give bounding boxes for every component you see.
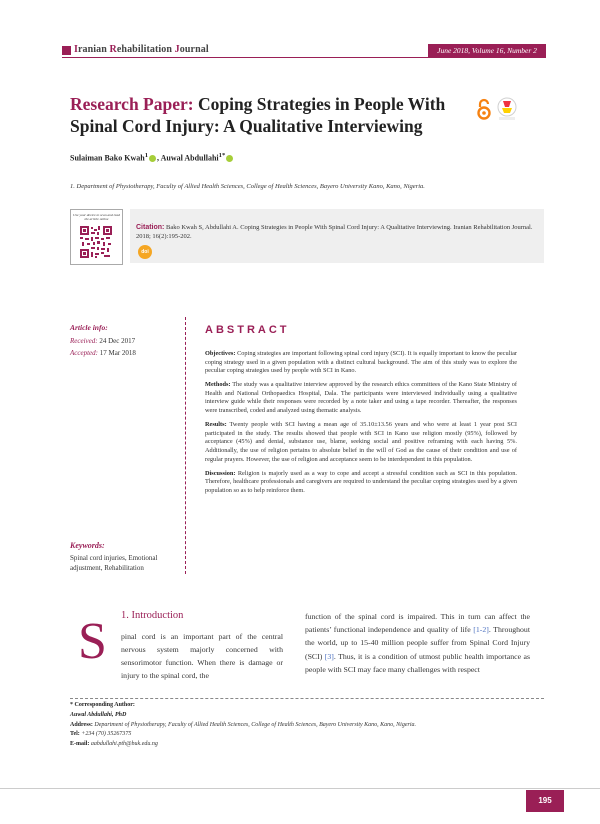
author-list: Sulaiman Bako Kwah$^1$ , Auwal Abdullahi$^{1*}$ [70,152,234,163]
reference-link[interactable]: [1-2] [473,625,489,635]
abstract-discussion: Discussion: Religion is majorly used as a way to cope and accept a stressful condition such as SCI in this population. Therefore, healthcare professionals and caregivers are required to understand the peculiar coping strategies used by a given population so as to help reinforce them. [205,469,517,494]
drop-cap: S [78,613,107,670]
keywords-heading: Keywords: [70,541,105,550]
abstract-objectives: Objectives: Coping strategies are important following spinal cord injury (SCI). It is equally important to know the peculiar coping strategy used in a given population with a distinct cultural background. The aim of this study was to explore the peculiar coping strategies used by people with SCI in Kano. [205,350,517,375]
affiliation: 1. Department of Physiotherapy, Faculty of Allied Health Sciences, College of Health Sciences, Bayero University Kano, Kano, Nigeria. [70,183,425,190]
doi-icon[interactable]: doi [138,245,152,259]
reference-link[interactable]: [3] [324,651,334,661]
abstract-body [205,350,517,501]
journal-name: Iranian Rehabilitation Journal [74,44,209,55]
keywords-list: Spinal cord injuries, Emotional adjustment, Rehabilitation [70,554,158,572]
abstract-methods: Methods: The study was a qualitative interview approved by the research ethics committees of the Kano State Ministry of Health and National Orthopaedics Hospital, Dala. The participants were interviewed individually using a qualitative interview guide while their responses were recorded by a note taker and using a tape recorder. Thereafter, the responses were transcribed, coded and analyzed using thematic analysis. [205,381,517,415]
qr-caption: Use your device to scan and read the article online [73,213,120,221]
open-access-icon [476,98,492,120]
article-title: Research Paper: Coping Strategies in People With Spinal Cord Injury: A Qualitative Interviewing [70,94,446,136]
accepted-date: Accepted: 17 Mar 2018 [70,349,136,357]
issue-label: June 2018, Volume 16, Number 2 [428,44,546,58]
received-date: Received: 24 Dec 2017 [70,337,136,345]
email-link[interactable]: aabdullahi.pth@buk.edu.ng [89,741,158,748]
page-number: 195 [526,790,564,812]
column-divider [185,317,186,574]
crossmark-icon[interactable] [496,97,518,121]
intro-text-right: function of the spinal cord is impaired. This in turn can affect the patients’ functional independence and quality of life [1-2]. Throughout the world, up to 15-40 million people suffer from Spinal Cord Injury (SCI) [3]. Thus, it is a condition of utmost public health importance as people with SCI may face many challenges with respect [305,612,530,674]
intro-text-left: pinal cord is an important part of the central nervous system majorly concerned with sensorimotor function. When there is damage or injury to the spinal cord, the [121,632,283,680]
orcid-icon[interactable] [149,155,156,162]
journal-logo-mark [62,46,71,55]
qr-code-box [70,209,123,265]
citation-box [130,209,544,263]
abstract-results: Results: Twenty people with SCI having a mean age of 35.10±13.56 years and who were at least 1 year post SCI participated in the study. The results showed that people with SCI in Kano use religion mostly (95%), followed by acceptance (45%) and denial, substance use, blame, seeking social and positive reframing with each having 5%. Additionally, the use of religion pertains to absolute belief in the will of God as the cause of their condition and use of regular prayers. However, the use of religion and acceptance seem to be interdependent in this population. [205,421,517,463]
footnote-rule [70,698,544,699]
citation-text: Citation: Bako Kwah S, Abdullahi A. Coping Strategies in People With Spinal Cord Injury: A Qualitative Interviewing. Iranian Rehabilitation Journal. 2018; 16(2):195-202. [136,224,533,240]
abstract-heading: ABSTRACT [205,324,290,336]
corresponding-author: * Corresponding Author: Auwal Abdullahi, PhD Address: Department of Physiotherapy, Faculty of Allied Health Sciences, College of Health Sciences, Bayero University Kano, Kano, Nigeria. Tel: +234 (70) 35267375 E-mail: aabdullahi.pth@buk.edu.ng [70,702,417,748]
article-info-heading: Article info: [70,323,108,332]
section-heading: 1. Introduction [121,610,184,621]
qr-code-icon[interactable] [80,226,112,258]
orcid-icon[interactable] [226,155,233,162]
footer-rule [0,788,600,789]
